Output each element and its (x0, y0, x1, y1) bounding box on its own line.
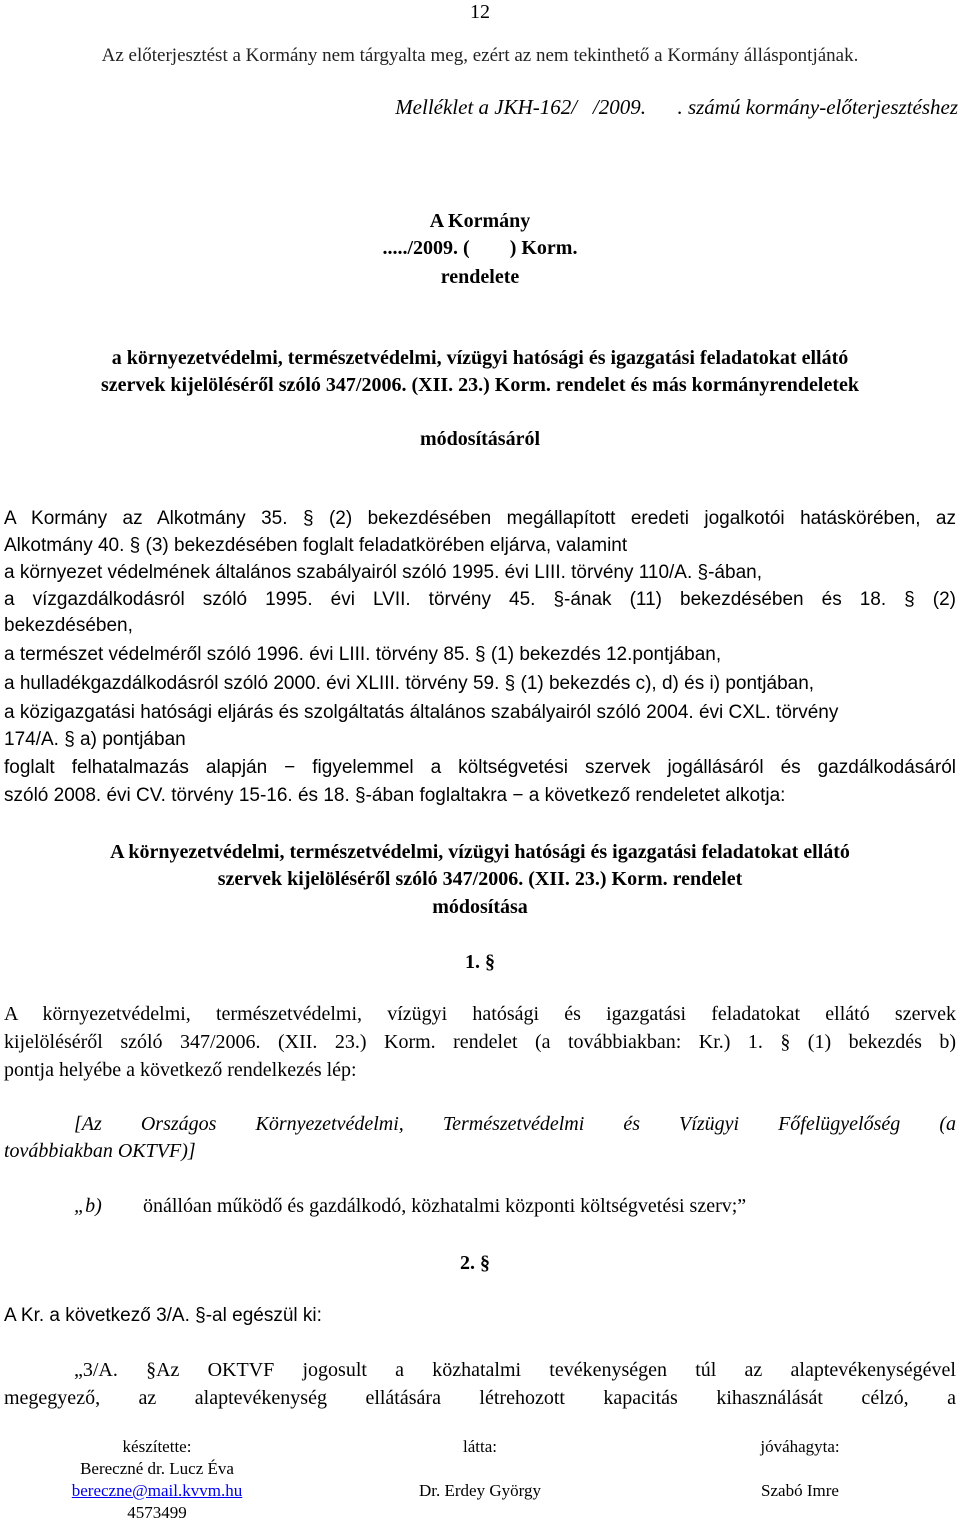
item-label: „b) (74, 1195, 102, 1217)
prepared-name: Bereczné dr. Lucz Éva (80, 1459, 234, 1478)
page-number: 12 (470, 1, 490, 23)
paragraph-1-line: kijelöléséről szóló 347/2006. (XII. 23.) Korm. rendelet (a továbbiakban: Kr.) 1. § (1) bekezdés b) (4, 1031, 956, 1053)
paragraph-1-heading: 1. § (465, 951, 495, 973)
header-notice: Az előterjesztést a Kormány nem tárgyalta meg, ezért az nem tekinthető a Kormány álláspontjának. (101, 45, 859, 66)
paragraph-1-line: A környezetvédelmi, természetvédelmi, vízügyi hatósági és igazgatási feladatokat ellátó szervek (4, 1003, 956, 1025)
preamble-line: foglalt felhatalmazás alapján − figyelemmel a költségvetési szervek jogállásáról és gazdálkodásáról (4, 757, 956, 778)
quote-line: [Az Országos Környezetvédelmi, Természetvédelmi és Vízügyi Főfelügyelőség (a (74, 1113, 956, 1135)
approved-name: Szabó Imre (761, 1481, 839, 1500)
prepared-email-link[interactable]: bereczne@mail.kvvm.hu (71, 1481, 243, 1500)
preamble-line: szóló 2008. évi CV. törvény 15-16. és 18. §-ában foglaltakra − a következő rendeletet alkotja: (4, 785, 786, 806)
paragraph-2-intro: A Kr. a következő 3/A. §-al egészül ki: (4, 1305, 322, 1326)
preamble-line: a természet védelméről szóló 1996. évi LIII. törvény 85. § (1) bekezdés 12.pontjában, (4, 644, 722, 665)
seen-name: Dr. Erdey György (419, 1481, 541, 1500)
footer-prepared (42, 1436, 272, 1524)
seen-label: látta: (463, 1437, 497, 1456)
preamble-line: bekezdésében, (4, 615, 133, 636)
annex-reference: Melléklet a JKH-162/ /2009. . számú kormány-előterjesztéshez (395, 95, 958, 119)
preamble-line: A Kormány az Alkotmány 35. § (2) bekezdésében megállapított eredeti jogalkotói hatáskörében, az (4, 508, 956, 529)
decree-title-line1: A Kormány (429, 210, 531, 232)
prepared-phone: 4573499 (127, 1503, 187, 1522)
preamble-line: a vízgazdálkodásról szóló 1995. évi LVII. törvény 45. §-ának (11) bekezdésében és 18. § (2) (4, 589, 956, 610)
preamble-line: a környezet védelmének általános szabályairól szóló 1995. évi LIII. törvény 110/A. §-ában, (4, 562, 762, 583)
decree-title-line3: rendelete (440, 266, 520, 288)
preamble-line: a közigazgatási hatósági eljárás és szolgáltatás általános szabályairól szóló 2004. évi CXL. törvény (4, 702, 839, 723)
section-title-line1: A környezetvédelmi, természetvédelmi, vízügyi hatósági és igazgatási feladatokat ellátó (110, 841, 850, 863)
section-title-line2: szervek kijelöléséről szóló 347/2006. (XII. 23.) Korm. rendelet (217, 868, 743, 890)
paragraph-2-line: megegyező, az alaptevékenység ellátására létrehozott kapacitás kihasználását célzó, a (4, 1387, 956, 1409)
preamble-line: a hulladékgazdálkodásról szóló 2000. évi XLIII. törvény 59. § (1) bekezdés c), d) és i) pontjában, (4, 673, 815, 694)
quote-line: továbbiakban OKTVF)] (4, 1140, 196, 1162)
footer-approved (710, 1436, 890, 1502)
decree-subject-line2: szervek kijelöléséről szóló 347/2006. (XII. 23.) Korm. rendelet és más kormányrendeletek (100, 374, 860, 396)
item-text: önállóan működő és gazdálkodó, közhatalmi központi költségvetési szerv;” (143, 1195, 747, 1217)
section-title-line3: módosítása (432, 896, 528, 918)
decree-title-line2: ...../2009. ( ) Korm. (382, 237, 578, 259)
preamble-line: Alkotmány 40. § (3) bekezdésében foglalt feladatkörében eljárva, valamint (4, 535, 628, 556)
decree-subject-line3: módosításáról (420, 428, 540, 450)
footer-seen (380, 1436, 580, 1502)
decree-subject-line1: a környezetvédelmi, természetvédelmi, vízügyi hatósági és igazgatási feladatokat ellátó (111, 347, 849, 369)
preamble-line: 174/A. § a) pontjában (4, 729, 186, 750)
prepared-label: készítette: (122, 1437, 192, 1456)
approved-label: jóváhagyta: (760, 1437, 840, 1456)
paragraph-2-heading: 2. § (460, 1252, 490, 1274)
paragraph-1-line: pontja helyébe a következő rendelkezés lép: (4, 1059, 357, 1081)
paragraph-2-line: „3/A. §Az OKTVF jogosult a közhatalmi tevékenységen túl az alaptevékenységével (74, 1359, 956, 1381)
